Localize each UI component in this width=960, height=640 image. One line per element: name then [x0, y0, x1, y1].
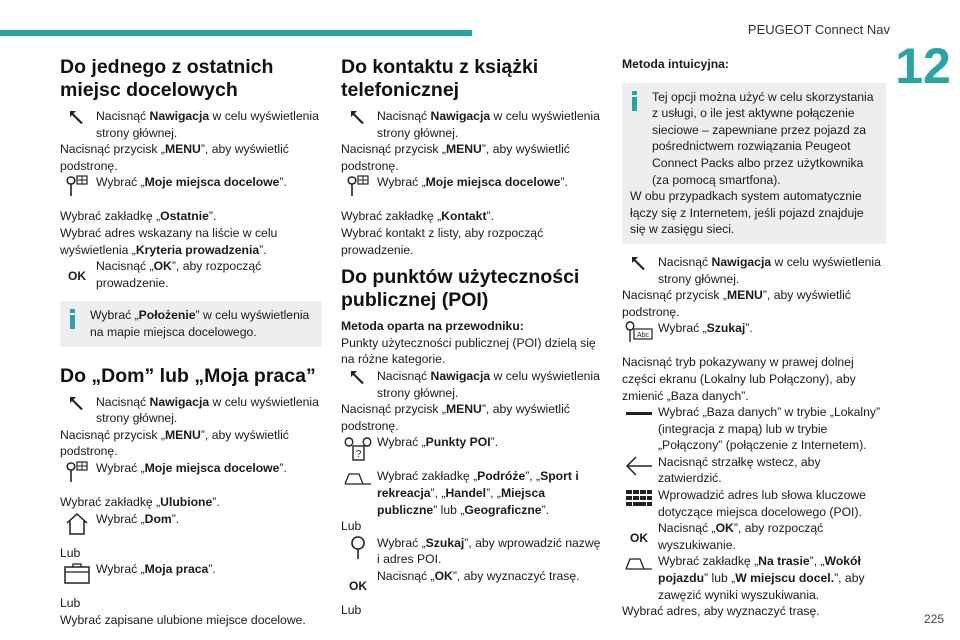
step-navigation [341, 108, 603, 141]
text-bold: OK [715, 521, 734, 536]
text-bold: MENU [445, 142, 482, 157]
step-menu [60, 427, 322, 460]
step-categories [341, 468, 603, 518]
text: Nacisnąć przycisk „ [622, 288, 727, 303]
step-ok [341, 568, 603, 598]
text: w celu wyświetlenia strony głównej. [96, 394, 319, 426]
text: Wybrać „ [377, 435, 426, 450]
text: Nacisnąć przycisk „ [60, 142, 165, 157]
text-or: Lub [341, 602, 362, 617]
ok-icon: OK [630, 531, 648, 546]
text: ”, „ [809, 554, 825, 569]
method-label: Metoda oparta na przewodniku: [341, 319, 524, 334]
text-bold: Moje miejsca docelowe [425, 175, 561, 190]
navigation-arrow-icon [341, 108, 375, 138]
section-heading-home-work: Do „Dom” lub „Moja praca” [60, 364, 316, 387]
text: Wybrać zakładkę „ [341, 209, 442, 224]
text-bold: Moje miejsca docelowe [144, 460, 280, 475]
info-note [60, 301, 322, 346]
text: Nacisnąć przycisk „ [341, 142, 446, 157]
text-bold: Na trasie [758, 554, 810, 569]
text: Wybrać zakładkę „ [377, 469, 478, 484]
back-arrow-icon [622, 454, 656, 484]
text-bold: Geograficzne [464, 502, 542, 517]
text: ”. [560, 175, 568, 190]
text: ”. [208, 562, 216, 577]
step-filter-tabs [622, 553, 886, 603]
text: Nacisnąć [377, 368, 431, 383]
text: Wybrać zakładkę „ [658, 554, 759, 569]
text: w celu wyświetlenia strony głównej. [377, 109, 600, 140]
search-abc-icon [622, 320, 656, 350]
text: ”. [208, 209, 217, 224]
section-heading-contact: Do kontaktu z książki telefonicznej [341, 56, 539, 101]
step-mode: Nacisnąć tryb pokazywany w prawej dolnej części ekranu (Lokalny lub Połączony), aby zmienić „Baza danych”. [622, 355, 856, 403]
navigation-arrow-icon [60, 108, 94, 138]
underline-bar-icon [622, 404, 656, 434]
text: ”. [541, 502, 550, 517]
text-bold: MENU [164, 142, 201, 157]
text-bold: Punkty POI [425, 435, 491, 450]
step-ok [60, 258, 322, 291]
text: ” w celu wyświetlenia na mapie miejsca docelowego. [90, 308, 310, 339]
text-bold: Szukaj [706, 321, 746, 336]
text: ”. [486, 209, 494, 224]
text: Wybrać „ [96, 562, 145, 577]
text: Wybrać „Baza danych” w trybie „Lokalny” (integracja z mapą) lub w trybie „Połączony” (połączenie z Internetem). [658, 405, 881, 453]
text: ”. [279, 175, 287, 190]
text-bold: MENU [445, 402, 482, 417]
text-or: Lub [60, 545, 81, 560]
step-back [622, 454, 886, 487]
text-bold: Nawigacja [149, 109, 210, 123]
info-icon [632, 91, 637, 111]
text-bold: Kryteria prowadzenia [135, 242, 260, 257]
text: Wybrać zakładkę „ [60, 494, 161, 509]
step-navigation [60, 108, 322, 141]
text: ”, „ [430, 485, 446, 500]
text: Nacisnąć [96, 394, 150, 409]
step-home [60, 511, 322, 541]
step-favorite: Wybrać zapisane ulubione miejsce docelowe. [60, 612, 306, 627]
step-tab [341, 208, 603, 225]
step-menu [622, 287, 886, 320]
text-bold: Moja praca [144, 562, 209, 577]
text: Wybrać zakładkę „ [60, 209, 161, 224]
text: ”. [490, 435, 499, 450]
text: Nacisnąć strzałkę wstecz, aby zatwierdzić. [658, 454, 821, 486]
abc-label: Abc [636, 332, 650, 340]
text: Nacisnąć [377, 109, 431, 123]
text-bold: Moje miejsca docelowe [144, 175, 280, 190]
text-bold: Ostatnie [160, 209, 209, 224]
ok-icon: OK [68, 269, 86, 284]
note-text: Tej opcji można użyć w celu skorzystania z usługi, o ile jest aktywne połączenie sieciowe – zapewniane przez pojazd za pośrednictwem rozwiązania Peugeot Connect Packs albo przez użytkownika (za pomocą smartfona). [652, 89, 874, 187]
step-menu [341, 141, 603, 174]
text-bold: OK [434, 568, 453, 583]
text-bold: Wokół pojazdu [658, 554, 861, 586]
step-menu [60, 141, 322, 174]
tab-shape-icon [341, 468, 375, 498]
step-navigation [60, 394, 322, 427]
text-bold: Nawigacja [430, 109, 491, 123]
text: ”, aby wyświetlić podstronę. [341, 402, 570, 433]
column-left [60, 56, 322, 628]
text: Wybrać „ [377, 175, 426, 190]
text-bold: Kontakt [441, 209, 487, 224]
map-pin-icon [341, 535, 375, 565]
text-bold: Sport i rekreacja [377, 469, 579, 500]
briefcase-icon [60, 561, 94, 591]
text: ”, aby rozpocząć wyszukiwanie. [658, 521, 824, 552]
text: ”. [212, 494, 220, 509]
text-bold: Handel [445, 485, 487, 500]
text: ” lub „ [704, 571, 736, 586]
text: Wybrać „ [90, 308, 139, 323]
section-heading-poi: Do punktów użyteczności publicznej (POI) [341, 266, 580, 312]
step-search [341, 535, 603, 568]
text-bold: Podróże [477, 469, 526, 484]
text: w celu wyświetlenia strony głównej. [658, 254, 881, 286]
text: Nacisnąć „ [96, 259, 154, 274]
text: ”, aby wyświetlić podstronę. [60, 142, 289, 173]
step-destinations [341, 174, 603, 204]
step-address [60, 225, 322, 258]
ok-icon: OK [349, 578, 367, 593]
text-or: Lub [60, 596, 81, 611]
page-number: 225 [923, 612, 944, 626]
text: Nacisnąć „ [658, 521, 716, 536]
step-work [60, 561, 322, 591]
text-bold: Szukaj [425, 535, 465, 550]
text-bold: Ulubione [160, 494, 213, 509]
column-right [622, 56, 886, 620]
text: ”, aby wyświetlić podstronę. [341, 142, 570, 173]
section-heading-recent: Do jednego z ostatnich miejsc docelowych [60, 56, 274, 101]
map-pin-grid-icon [341, 174, 375, 204]
step-destinations [60, 460, 322, 490]
svg-text:?: ? [355, 449, 362, 461]
navigation-arrow-icon [341, 368, 375, 398]
text-or: Lub [341, 519, 362, 534]
text: ” lub „ [433, 502, 465, 517]
text: Nacisnąć przycisk „ [341, 402, 446, 417]
text-bold: Nawigacja [430, 368, 491, 383]
text: ”, „ [486, 485, 501, 500]
text-bold: W miejscu docel. [735, 571, 835, 586]
info-icon [70, 309, 75, 329]
navigation-arrow-icon [60, 394, 94, 424]
text: ”, aby wyświetlić podstronę. [622, 288, 851, 319]
step-navigation [622, 254, 886, 287]
text: Wybrać „ [96, 460, 145, 475]
text-bold: MENU [164, 427, 201, 442]
text-bold: Nawigacja [149, 394, 210, 409]
text-bold: MENU [726, 288, 763, 303]
step-tab [60, 494, 322, 511]
text: Wybrać „ [377, 535, 426, 550]
text: Wybrać „ [96, 511, 145, 526]
header-accent-bar [0, 30, 472, 36]
text: ”, aby wprowadzić nazwę i adres POI. [377, 535, 601, 567]
chapter-number: 12 [895, 38, 951, 94]
step-select-address: Wybrać adres, aby wyznaczyć trasę. [622, 604, 820, 619]
step-navigation [341, 368, 603, 401]
poi-intro: Punkty użyteczności publicznej (POI) dzielą się na różne kategorie. [341, 335, 596, 367]
text-bold: Miejsca publiczne [377, 485, 546, 517]
text: ”. [259, 242, 267, 257]
tab-shape-icon [622, 553, 656, 583]
text-bold: Nawigacja [711, 254, 772, 269]
navigation-arrow-icon [622, 254, 656, 284]
method-label: Metoda intuicyjna: [622, 57, 729, 71]
text: ”, aby zawęzić wyniki wyszukiwania. [658, 571, 865, 602]
text-bold: Położenie [138, 308, 196, 323]
info-note [622, 83, 886, 244]
text: w celu wyświetlenia strony głównej. [96, 109, 319, 140]
home-icon [60, 511, 94, 541]
text: Wybrać „ [96, 175, 145, 190]
text: ”, aby rozpocząć prowadzenie. [96, 259, 262, 290]
step-database [622, 404, 886, 454]
note-text: W obu przypadkach system automatycznie łączy się z Internetem, jeśli pojazd znajduje się w zasięgu sieci. [630, 189, 864, 237]
text: ”, „ [525, 469, 541, 484]
text-bold: OK [153, 259, 172, 274]
step-search [622, 320, 886, 350]
step-poi [341, 434, 603, 464]
text: ”, aby wyświetlić podstronę. [60, 427, 289, 459]
text: Nacisnąć [658, 254, 712, 269]
map-pin-grid-icon [60, 460, 94, 490]
step-ok [622, 520, 886, 553]
text: Wybrać adres wskazany na liście w celu wyświetlenia „ [60, 225, 278, 257]
text: ”. [171, 511, 180, 526]
text: Nacisnąć [96, 109, 150, 123]
page-header-title: PEUGEOT Connect Nav [747, 22, 890, 37]
poi-icon [341, 434, 375, 464]
step-keyboard [622, 487, 886, 520]
text: ”, aby wyznaczyć trasę. [452, 568, 580, 583]
text: ”. [745, 321, 753, 336]
text: Wybrać „ [658, 321, 707, 336]
text: ”. [279, 460, 287, 475]
text: Nacisnąć przycisk „ [60, 427, 165, 442]
step-tab [60, 208, 322, 225]
step-destinations [60, 174, 322, 204]
text: Nacisnąć „ [377, 568, 435, 583]
text: Wprowadzić adres lub słowa kluczowe dotyczące miejsca docelowego (POI). [658, 488, 866, 519]
column-middle [341, 56, 603, 618]
text-bold: Dom [144, 511, 172, 526]
step-menu [341, 401, 603, 434]
step-select-contact: Wybrać kontakt z listy, aby rozpocząć prowadzenie. [341, 225, 544, 257]
text: w celu wyświetlenia strony głównej. [377, 368, 600, 400]
keyboard-icon [622, 487, 656, 517]
map-pin-grid-icon [60, 174, 94, 204]
